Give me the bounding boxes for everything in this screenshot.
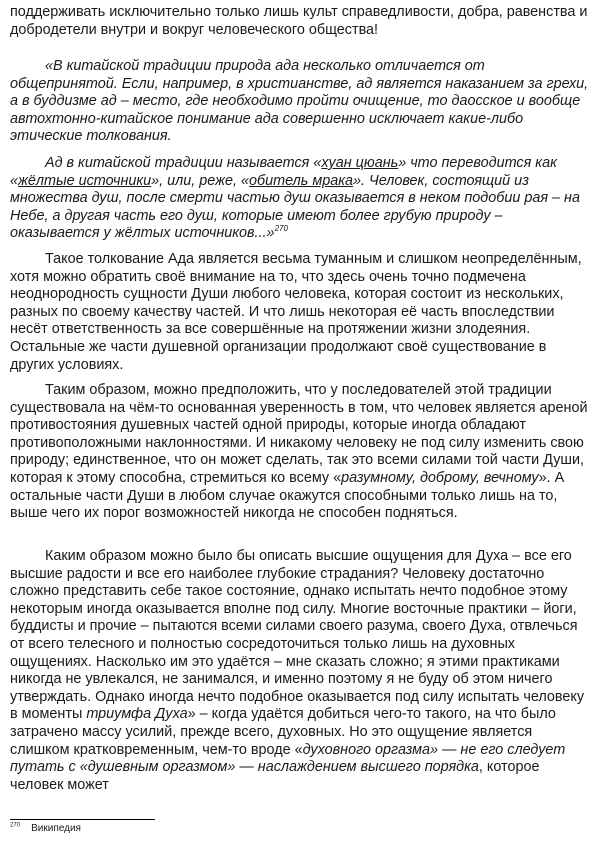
term-huan-quan: хуан цюань xyxy=(321,155,399,171)
paragraph-4: Каким образом можно было бы описать высшие ощущения для Духа – все его высшие радости и все его наиболее глубокие страдания? Человеку достаточно сложно представить себе такое состояние, однако испытать нечто подобное этому некоторым иногда оказывается вполне под силу. Многие восточные практики – йоги, буддисты и прочие – пытаются всеми силами своего разума, своего Духа, отвлечься от всего телесного и полностью сосредоточиться только лишь на духовных ощущениях. Насколько им это удаётся – мне сказать сложно; я этими практиками никогда не увлекался, не занимался, и именно поэтому я не буду об этом ничего утверждать. Однако иногда нечто подобное оказывается под силу испытать человеку в моменты триумфа Духа» – когда удаётся добиться чего-то такого, на что было затрачено массу усилий, прежде всего, духовных. Но это ощущение является слишком кратковременным, чем-то вроде «духовного оргазма» — не его следует путать с «душевным оргазмом» — наслаждением высшего порядка, которое человек может xyxy=(10,548,585,793)
paragraph-2: Такое толкование Ада является весьма туманным и слишком неопределённым, хотя можно обратить своё внимание на то, что здесь очень точно подмечена неоднородность сущности Души любого человека, которая состоит из нескольких, разных по своему качеству частей. И что лишь некоторая её часть впоследствии несёт ответственность за все совершённые на протяжении жизни злодеяния. Остальные же части душевной организации продолжают своё существование в других условиях. xyxy=(10,251,582,373)
footnote-number: 270 xyxy=(10,822,21,829)
quote-paragraph-2: Ад в китайской традиции называется «хуан цюань» что переводится как «жёлтые источники», или, реже, «обитель мрака». Человек, состоящий из множества душ, после смерти частью душ оказывается в неком подобии рая – на Небе, а другая часть его душ, которые имеют более грубую природу – оказывается у жёлтых источников...»$^{270}$ xyxy=(10,155,580,242)
footnote xyxy=(10,823,81,835)
paragraph-3: Таким образом, можно предположить, что у последователей этой традиции существовала на чём-то основанная уверенность в том, что человек является ареной противостояния душевных частей одной природы, которые иногда обладают противоположными наклонностями. И никакому человеку не под силу изменить свою природу; единственное, что он может сделать, так это всеми силами той части Души, которая к этому способна, стремиться ко всему «разумному, доброму, вечному». А остальные части Души в любом случае окажутся способными только лишь на то, выше чего их порог возможностей никогда не способен подняться. xyxy=(10,382,588,522)
footnote-divider xyxy=(10,819,155,820)
paragraph-1: поддерживать исключительно только лишь культ справедливости, добра, равенства и добродетели внутри и вокруг человеческого общества! xyxy=(10,4,588,38)
term-abode-of-darkness: обитель мрака xyxy=(249,172,354,189)
quote-paragraph-1: «В китайской традиции природа ада несколько отличается от общепринятой. Если, например, в христианстве, ад является наказанием за грехи, а в буддизме ад – место, где необходимо пройти очищение, то даосское и вообще автохтонно-китайское понимание ада совершенно исключает какие-либо этические толкования. xyxy=(10,58,589,145)
footnote-text: Википедия xyxy=(31,823,81,834)
footnote-ref[interactable]: 270 xyxy=(274,224,288,234)
term-yellow-springs: жёлтые источники xyxy=(18,172,152,189)
